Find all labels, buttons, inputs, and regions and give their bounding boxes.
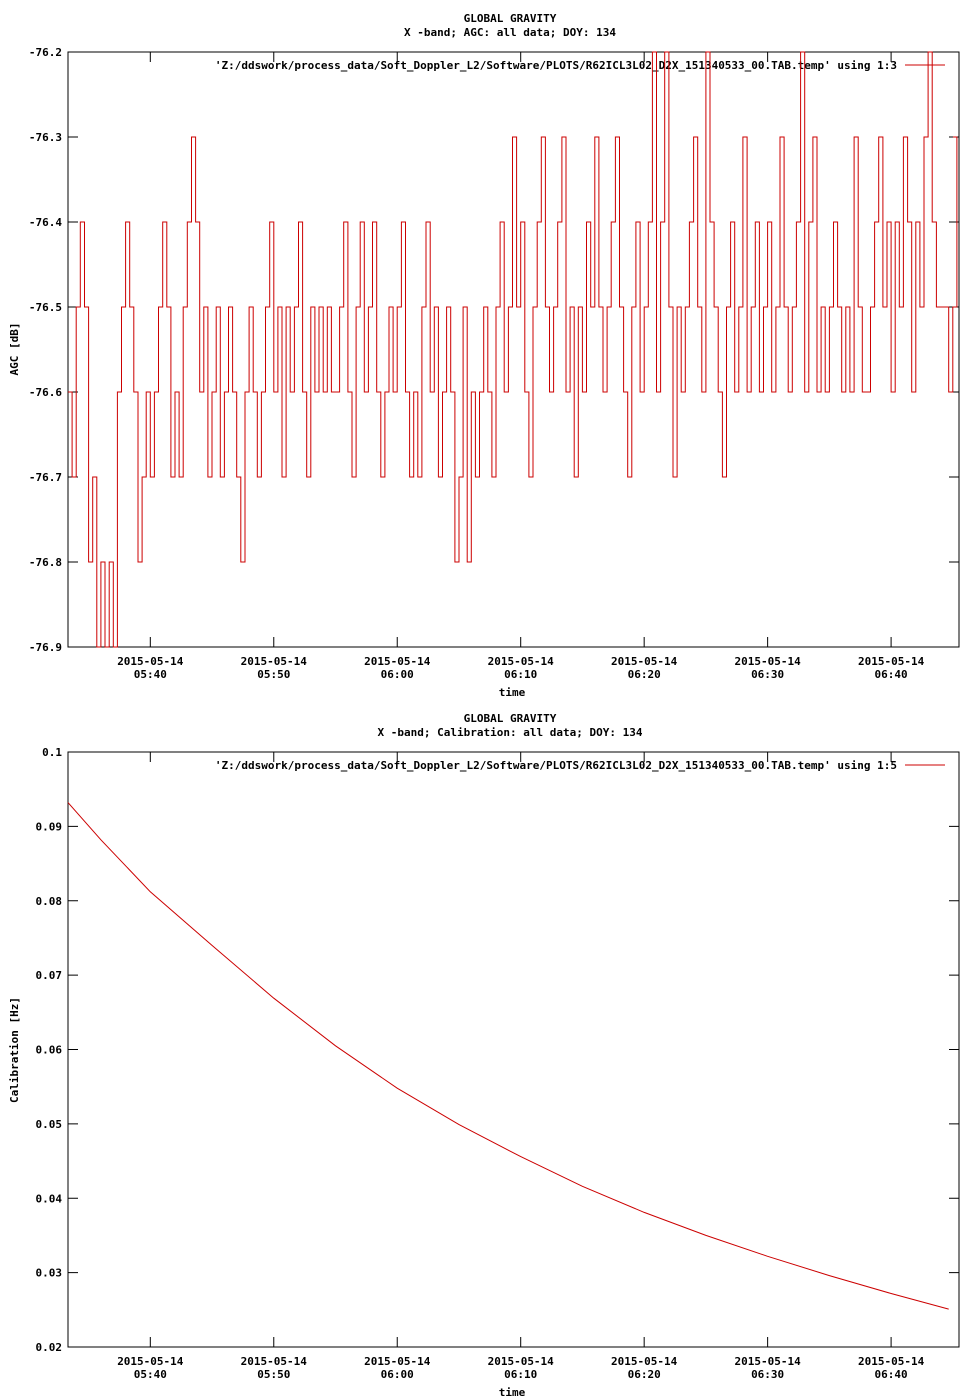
y-tick-label: -76.5 [28, 301, 62, 314]
x-tick-date: 2015-05-14 [487, 655, 554, 668]
agc-chart [8, 12, 959, 699]
x-tick-time: 05:40 [133, 668, 167, 681]
x-tick-time: 06:40 [874, 668, 908, 681]
calibration-chart [8, 712, 959, 1399]
y-axis-ticks [29, 46, 959, 654]
y-tick-label: 0.08 [35, 894, 62, 908]
x-tick-time: 05:40 [133, 1368, 167, 1381]
chart-subtitle: X -band; Calibration: all data; DOY: 134 [377, 726, 643, 739]
y-tick-label: 0.04 [35, 1192, 62, 1206]
legend [215, 59, 945, 72]
calibration-series-line [68, 803, 949, 1310]
x-tick-time: 06:20 [627, 1368, 661, 1381]
chart-title: GLOBAL GRAVITY [463, 712, 557, 725]
y-tick-label: -76.4 [28, 216, 62, 229]
x-tick-time: 06:00 [380, 668, 414, 681]
x-tick-date: 2015-05-14 [611, 655, 678, 668]
x-tick-date: 2015-05-14 [734, 1355, 801, 1368]
chart-subtitle: X -band; AGC: all data; DOY: 134 [404, 26, 616, 39]
y-tick-label: 0.1 [42, 746, 62, 759]
y-tick-label: -76.7 [28, 471, 62, 484]
x-tick-time: 06:20 [627, 668, 661, 681]
y-tick-label: -76.6 [28, 386, 62, 399]
x-tick-date: 2015-05-14 [734, 655, 801, 668]
x-tick-time: 06:10 [504, 1368, 538, 1381]
legend-label: 'Z:/ddswork/process_data/Soft_Doppler_L2/Software/PLOTS/R62ICL3L02_D2X_151340533_00.TAB.temp' using 1:5 [214, 759, 897, 772]
x-tick-date: 2015-05-14 [240, 655, 307, 668]
plot-frame [68, 752, 959, 1347]
y-tick-label: -76.3 [28, 131, 62, 144]
legend [215, 759, 945, 772]
x-tick-time: 06:00 [380, 1368, 414, 1381]
x-tick-time: 06:10 [504, 668, 538, 681]
y-tick-label: 0.02 [35, 1341, 62, 1354]
x-tick-date: 2015-05-14 [857, 655, 925, 668]
y-axis-label: Calibration [Hz] [8, 997, 21, 1103]
x-tick-date: 2015-05-14 [364, 1355, 431, 1368]
chart-title: GLOBAL GRAVITY [463, 12, 557, 25]
y-tick-label: -76.9 [28, 641, 62, 654]
x-tick-time: 05:50 [257, 1368, 291, 1381]
agc-series-line [68, 52, 957, 647]
x-axis-ticks [117, 752, 924, 1381]
x-axis-ticks [117, 52, 924, 681]
x-tick-date: 2015-05-14 [857, 1355, 925, 1368]
y-tick-label: 0.05 [35, 1117, 62, 1131]
x-tick-date: 2015-05-14 [487, 1355, 554, 1368]
x-axis-label: time [498, 1386, 526, 1399]
y-axis-label: AGC [dB] [8, 322, 21, 376]
x-tick-time: 05:50 [257, 668, 291, 681]
y-tick-label: 0.03 [35, 1266, 62, 1280]
y-axis-ticks [36, 746, 960, 1354]
legend-label: 'Z:/ddswork/process_data/Soft_Doppler_L2/Software/PLOTS/R62ICL3L02_D2X_151340533_00.TAB.temp' using 1:3 [214, 59, 897, 72]
y-tick-label: 0.07 [35, 969, 62, 983]
x-tick-date: 2015-05-14 [117, 655, 184, 668]
x-tick-date: 2015-05-14 [611, 1355, 678, 1368]
x-tick-date: 2015-05-14 [240, 1355, 307, 1368]
y-tick-label: 0.06 [35, 1043, 62, 1057]
y-tick-label: -76.8 [28, 556, 62, 569]
x-axis-label: time [498, 686, 526, 699]
y-tick-label: -76.2 [28, 46, 62, 59]
x-tick-time: 06:30 [751, 1368, 785, 1381]
x-tick-time: 06:30 [751, 668, 785, 681]
x-tick-time: 06:40 [874, 1368, 908, 1381]
x-tick-date: 2015-05-14 [117, 1355, 184, 1368]
x-tick-date: 2015-05-14 [364, 655, 431, 668]
y-tick-label: 0.09 [35, 820, 62, 834]
